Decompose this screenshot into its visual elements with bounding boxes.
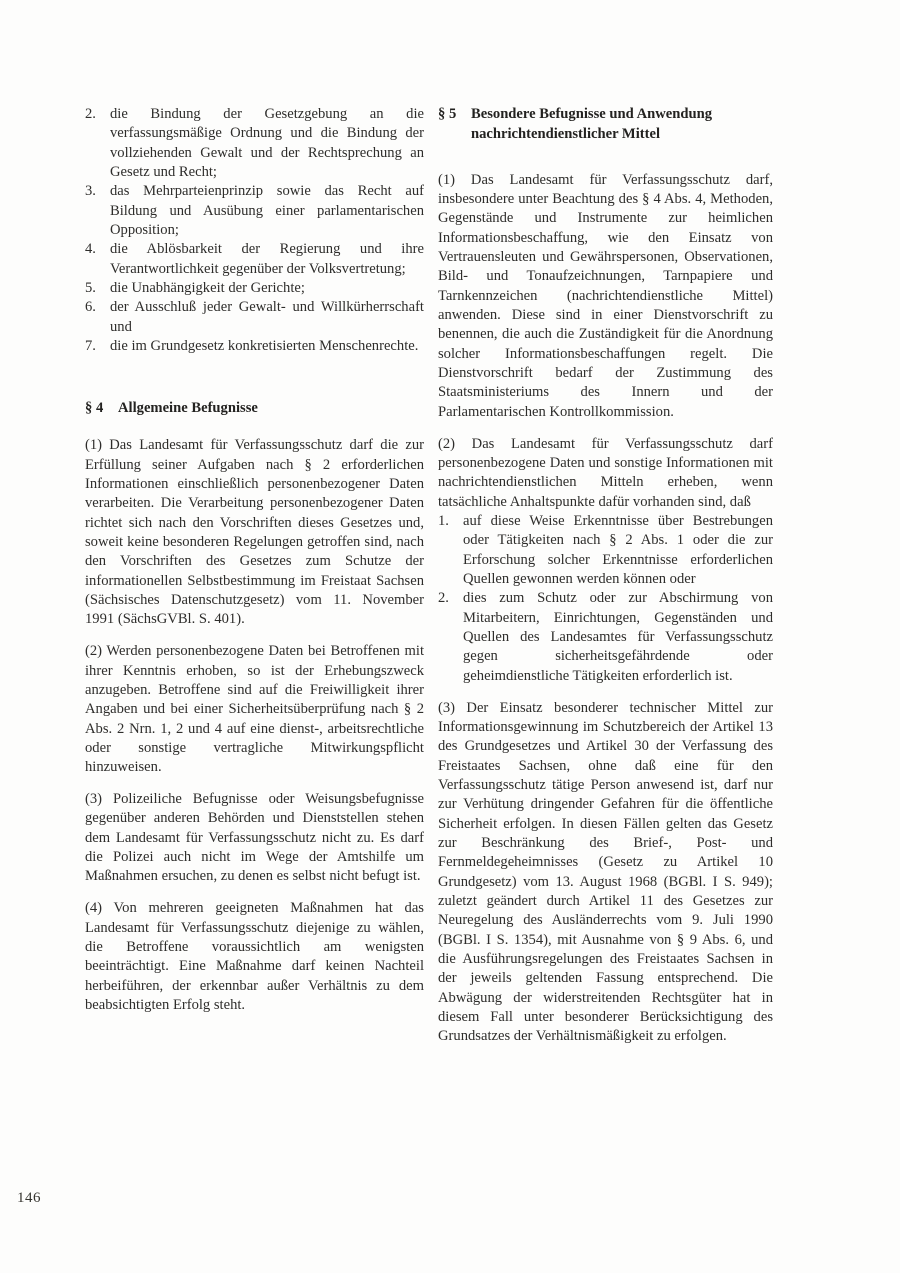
list-item (85, 337, 424, 356)
list-item (85, 279, 424, 298)
list-item-text: die im Grundgesetz konkretisierten Menschenrechte. (110, 338, 419, 355)
list-item-text: das Mehrparteienprinzip sowie das Recht auf Bildung und Ausübung einer parlamentarischen Opposition; (110, 183, 424, 239)
section-title: Allgemeine Befugnisse (118, 400, 258, 417)
list-item-text: auf diese Weise Erkenntnisse über Bestrebungen oder Tätigkeiten nach § 2 Abs. 1 oder die zur Erforschung solcher Erkenntnisse erforderlichen Quellen gewonnen werden können oder (463, 512, 773, 587)
section-4-heading (85, 399, 424, 419)
list-item-number: 1. (438, 512, 449, 529)
paragraph: (3) Der Einsatz besonderer technischer Mittel zur Informationsgewinnung im Schutzbereich der Artikel 13 des Grundgesetzes und Artikel 30 der Verfassung des Freistaates Sachsen, ohne daß eine für den Verfassungsschutz tätige Person anwesend ist, darf nur zur Verhütung dringender Gefahren für die öffentliche Sicherheit erfolgen. In diesen Fällen gelten das Gesetz zur Beschränkung des Brief-, Post- und Fernmeldegeheimnisses (Gesetz zu Artikel 10 Grundgesetz) vom 13. August 1968 (BGBl. I S. 949); zuletzt geändert durch Artikel 11 des Gesetzes zur Neuregelung des Ausländerrechts vom 9. Juli 1990 (BGBl. I S. 1354), mit Ausnahme von § 9 Abs. 6, und die Ausführungsregelungen des Freistaates Sachsen in der jeweils geltenden Fassung entsprechend. Die Abwägung der widerstreitenden Rechtsgüter hat in diesem Fall unter besonderer Berücksichtigung des Grundsatzes der Verhältnismäßigkeit zu erfolgen. (438, 699, 773, 1045)
list-item-text: die Ablösbarkeit der Regierung und ihre Verantwortlichkeit gegenüber der Volksvertretung; (110, 241, 424, 277)
right-column (438, 105, 773, 1047)
list-item (85, 240, 424, 279)
section-number: § 5 (438, 106, 457, 122)
list-item (438, 512, 773, 589)
list-item (438, 589, 773, 686)
paragraph: (2) Das Landesamt für Verfassungsschutz darf personenbezogene Daten und sonstige Informationen mit nachrichtendienstlichen Mitteln erheben, wenn tatsächliche Anhaltspunkte dafür vorhanden sind, daß (438, 435, 773, 510)
paragraph: (1) Das Landesamt für Verfassungsschutz darf die zur Erfüllung seiner Aufgaben nach § 2 erforderlichen Informationen einschließlich personenbezogener Daten verarbeiten. Die Verarbeitung personenbezogener Daten richtet sich nach den Vorschriften dieses Gesetzes und, soweit keine besonderen Regelungen getroffen sind, nach den Vorschriften des Gesetzes zum Schutze der informationellen Selbstbestimmung im Freistaat Sachsen (Sächsisches Datenschutzgesetz) vom 11. November 1991 (SächsGVBl. S. 401). (85, 437, 424, 628)
list-item-text: dies zum Schutz oder zur Abschirmung von Mitarbeitern, Einrichtungen, Gegenständen und Quellen des Landesamtes für Verfassungsschutz gegen sicherheitsgefährdende oder geheimdienstliche Tätigkeiten erforderlich ist. (463, 590, 773, 684)
list-item-number: 7. (85, 338, 96, 355)
list-item-text: der Ausschluß jeder Gewalt- und Willkürherrschaft und (110, 299, 424, 335)
section-title: Besondere Befugnisse und Anwendung nachrichtendienstlicher Mittel (471, 106, 713, 142)
paragraph: (4) Von mehreren geeigneten Maßnahmen hat das Landesamt für Verfassungsschutz diejenige zu wählen, die Betroffene voraussichtlich am wenigsten beeinträchtigt. Eine Maßnahme darf keinen Nachteil herbeiführen, der erkennbar außer Verhältnis zu dem beabsichtigten Erfolg steht. (85, 900, 424, 1014)
list-item (85, 298, 424, 337)
paragraph: (3) Polizeiliche Befugnisse oder Weisungsbefugnisse gegenüber anderen Behörden und Dienststellen stehen dem Landesamt für Verfassungsschutz nicht zu. Es darf die Polizei auch nicht im Wege der Amtshilfe um Maßnahmen ersuchen, zu denen es selbst nicht befugt ist. (85, 791, 424, 885)
list-item-number: 2. (438, 590, 449, 607)
left-column (85, 105, 424, 1015)
list-item-text: die Bindung der Gesetzgebung an die verfassungsmäßige Ordnung und die Bindung der vollziehenden Gewalt und der Rechtsprechung an Gesetz und Recht; (110, 106, 424, 181)
list-item-number: 3. (85, 183, 96, 200)
list-item-text: die Unabhängigkeit der Gerichte; (110, 280, 305, 297)
list-item-number: 4. (85, 241, 96, 258)
list-item (85, 182, 424, 240)
section-5-heading (438, 105, 773, 145)
list-item (85, 105, 424, 182)
paragraph-2-block (438, 435, 773, 686)
page-number: 146 (17, 1190, 41, 1206)
section-number: § 4 (85, 400, 104, 417)
list-item-number: 6. (85, 299, 96, 316)
principles-list (85, 105, 424, 356)
paragraph: (2) Werden personenbezogene Daten bei Betroffenen mit ihrer Kenntnis erhoben, so ist der Erhebungszweck anzugeben. Betroffene sind auf die Freiwilligkeit ihrer Angaben und bei einer Sicherheitsüberprüfung nach § 2 Abs. 2 Nrn. 1, 2 und 4 auf eine dienst-, arbeitsrechtliche oder sonstige vertragliche Mitwirkungspflicht hinzuweisen. (85, 643, 424, 776)
list-item-number: 5. (85, 280, 96, 297)
list-item-number: 2. (85, 106, 96, 122)
paragraph: (1) Das Landesamt für Verfassungsschutz darf, insbesondere unter Beachtung des § 4 Abs. 4, Methoden, Gegenstände und Instrumente zur heimlichen Informationsbeschaffung, wie den Einsatz von Vertrauensleuten und Gewährspersonen, Observationen, Bild- und Tonaufzeichnungen, Tarnpapiere und Tarnkennzeichen (nachrichtendienstliche Mittel) anwenden. Diese sind in einer Dienstvorschrift zu benennen, die auch die Zuständigkeit für die Anordnung solcher Informationsbeschaffungen regelt. Die Dienstvorschrift bedarf der Zustimmung des Staatsministeriums des Innern und der Parlamentarischen Kontrollkommission. (438, 171, 773, 420)
